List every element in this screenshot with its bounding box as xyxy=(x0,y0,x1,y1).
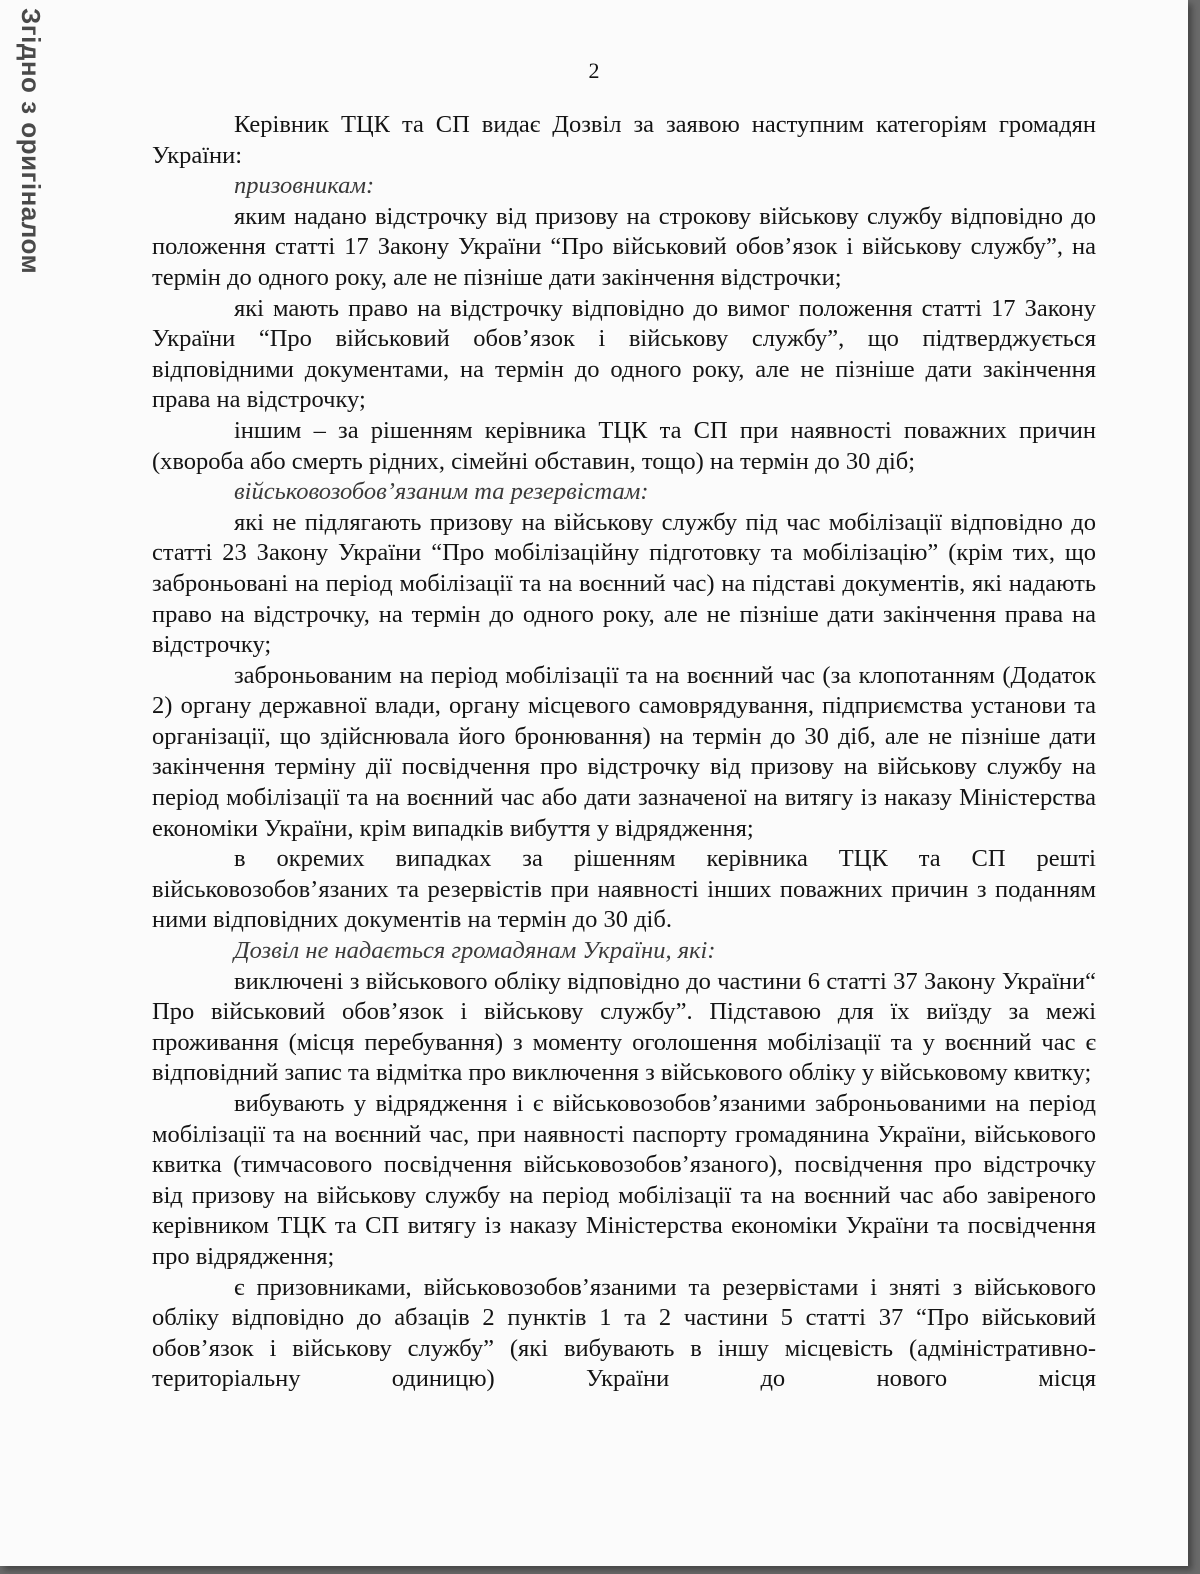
heading-not-granted: Дозвіл не надається громадянам України, які: xyxy=(234,937,716,965)
page-number: 2 xyxy=(588,58,600,83)
paragraph: які не підлягають призову на військову службу під час мобілізації відповідно до статті 23 Закону України “Про мобілізаційну підготовку та мобілізацію” (крім тих, що заброньовані на період мобілізації та на воєнний час) на підставі документів, які надають право на відстрочку, на термін до одного року, але не пізніше дати закінчення права на відстрочку; xyxy=(152,508,1096,659)
paragraph-intro: Керівник ТЦК та СП видає Дозвіл за заявою наступним категоріям громадян України: xyxy=(152,111,1096,169)
paragraph: яким надано відстрочку від призову на строкову військову службу відповідно до положення статті 17 Закону України “Про військовий обов’язок і військову службу”, на термін до одного року, але не пізніше дати закінчення відстрочки; xyxy=(152,202,1096,291)
paragraph: в окремих випадках за рішенням керівника ТЦК та СП решті військовозобов’язаних та резервістів при наявності інших поважних причин з поданням ними відповідних документів на термін до 30 діб. xyxy=(152,845,1096,934)
paragraph: іншим – за рішенням керівника ТЦК та СП при наявності поважних причин (хвороба або смерть рідних, сімейні обставин, тощо) на термін до 30 діб; xyxy=(152,416,1096,475)
paragraph: є призовниками, військовозобов’язаними та резервістами і зняті з військового обліку відповідно до абзаців 2 пунктів 1 та 2 частини 5 статті 37 “Про військовий обов’язок і військову службу” (які вибувають в іншу місцевість (адміністративно-територіальну одиницю) України до нового місця xyxy=(152,1273,1096,1393)
certified-copy-stamp xyxy=(12,8,52,308)
paragraph: вибувають у відрядження і є військовозобов’язаними заброньованими на період мобілізації та на воєнний час, при наявності паспорту громадянина України, військового квитка (тимчасового посвідчення військовозобов’язаного), посвідчення про відстрочку від призову на військову службу на період мобілізації та на воєнний час або завіреного керівником ТЦК та СП витягу із наказу Міністерства економіки України та посвідчення про відрядження; xyxy=(152,1090,1096,1270)
heading-reservists: військовозобов’язаним та резервістам: xyxy=(234,478,649,506)
paragraph: заброньованим на період мобілізації та на воєнний час (за клопотанням (Додаток 2) органу державної влади, органу місцевого самоврядування, підприємства установи та організації, що здійснювала його бронювання) на термін до 30 діб, але не пізніше дати закінчення терміну дії посвідчення про відстрочку від призову на військову службу на період мобілізації та на воєнний час або дати зазначеної на витягу із наказу Міністерства економіки України, крім випадків вибуття у відрядження; xyxy=(152,661,1096,842)
paragraph: виключені з військового обліку відповідно до частини 6 статті 37 Закону України“ Про військовий обов’язок і військову службу”. Підставою для їх виїзду за межі проживання (місця перебування) з моменту оголошення мобілізації та у воєнний час є відповідний запис та відмітка про виключення з військового обліку у військовому квитку; xyxy=(152,967,1096,1087)
paragraph: які мають право на відстрочку відповідно до вимог положення статті 17 Закону України “Про військовий обов’язок і військову службу”, що підтверджується відповідними документами, на термін до одного року, але не пізніше дати закінчення права на відстрочку; xyxy=(152,294,1096,414)
heading-conscripts: призовникам: xyxy=(234,172,375,200)
stamp-text: Згідно з оригіналом xyxy=(16,8,46,275)
document-body xyxy=(152,110,1096,1395)
